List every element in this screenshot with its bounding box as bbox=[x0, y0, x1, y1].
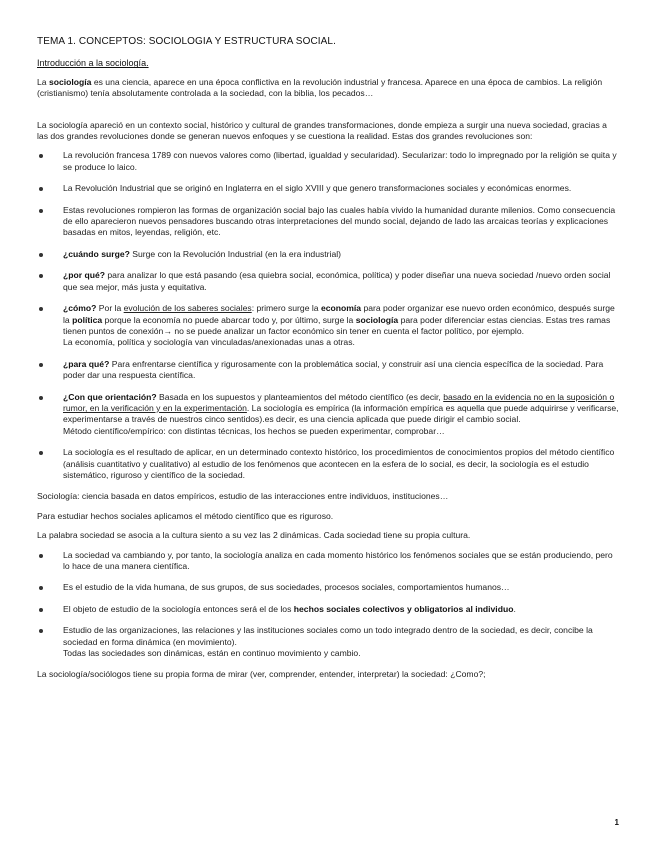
list-item: ¿para qué? Para enfrentarse científica y rigurosamente con la problemática social, y construir así una ciencia específica de la sociedad. Para poder dar una respuesta científica. bbox=[37, 359, 619, 382]
bullet-icon bbox=[39, 253, 43, 257]
list-item: La Revolución Industrial que se originó en Inglaterra en el siglo XVIII y que genero transformaciones sociales y económicas enormes. bbox=[37, 183, 619, 194]
bullet-icon bbox=[39, 274, 43, 278]
bullet-icon bbox=[39, 363, 43, 367]
list-item: La sociedad va cambiando y, por tanto, la sociología analiza en cada momento histórico los fenómenos sociales que se están produciendo, pero lo hace de una manera científica. bbox=[37, 550, 619, 573]
bullet-icon bbox=[39, 307, 43, 311]
list-item: ¿Con que orientación? Basada en los supuestos y planteamientos del método científico (es decir, basado en la evidencia no en la suposición o rumor, en la verificación y en la experimentación. La sociología es empírica (la información empírica es aquella que puede adquirirse y verificarse, experimentarse a través de nuestros cinco sentidos).es decir, es una ciencia aplicada que puede dirigir el cambio social. Método científico/empírico: con distintas técnicas, los hechos se pueden experimentar, comprobar… bbox=[37, 392, 619, 438]
bullet-icon bbox=[39, 586, 43, 590]
bullet-icon bbox=[39, 154, 43, 158]
document-title: TEMA 1. CONCEPTOS: SOCIOLOGIA Y ESTRUCTURA SOCIAL. bbox=[37, 36, 336, 47]
bullet-icon bbox=[39, 451, 43, 455]
bullet-icon bbox=[39, 209, 43, 213]
paragraph-context: La sociología apareció en un contexto social, histórico y cultural de grandes transformaciones, donde empieza a surgir una nueva sociedad, gracias a las dos grandes revoluciones donde se generan nuevos enfoques y se cuestiona la realidad. Estas dos grandes revoluciones son: bbox=[37, 119, 607, 142]
paragraph-society: La palabra sociedad se asocia a la cultura siento a su vez las 2 dinámicas. Cada sociedad tiene su propia cultura. bbox=[37, 530, 471, 541]
page-number: 1 bbox=[614, 817, 619, 827]
bullet-icon bbox=[39, 187, 43, 191]
paragraph-definition: Sociología: ciencia basada en datos empíricos, estudio de las interacciones entre individuos, instituciones… bbox=[37, 491, 449, 502]
list-item: ¿cuándo surge? Surge con la Revolución Industrial (en la era industrial) bbox=[37, 249, 619, 260]
list-item: ¿cómo? Por la evolución de los saberes sociales: primero surge la economía para poder organizar ese nuevo orden económico, después surge la política porque la economía no puede abarcar todo y, por último, surge la sociología para poder diferenciar estas ciencias. Estas tres ramas tienen puntos de conexión→ no se puede analizar un factor económico sin tener en cuenta el factor político, por ejemplo. La economía, política y sociología van vinculadas/anexionadas unas a otras. bbox=[37, 303, 619, 349]
list-item: Estudio de las organizaciones, las relaciones y las instituciones sociales como un todo integrado dentro de la sociedad, es decir, concibe la sociedad en forma dinámica (en movimiento). Todas las sociedades son dinámicas, están en continuo movimiento y cambio. bbox=[37, 625, 619, 659]
list-item: Es el estudio de la vida humana, de sus grupos, de sus sociedades, procesos sociales, comportamientos humanos… bbox=[37, 582, 619, 593]
paragraph-closing: La sociología/sociólogos tiene su propia forma de mirar (ver, comprender, entender, interpretar) la sociedad: ¿Como?; bbox=[37, 669, 486, 680]
paragraph-method: Para estudiar hechos sociales aplicamos el método científico que es riguroso. bbox=[37, 510, 334, 521]
list-item: La sociología es el resultado de aplicar, en un determinado contexto histórico, los procedimientos de conocimientos propios del método científico (análisis cuantitativo y cualitativo) al estudio de los fenómenos que acontecen en la esfera de lo social, es decir, la sociología es el estudio sistemático, riguroso y científico de la sociedad. bbox=[37, 447, 619, 481]
list-item: ¿por qué? para analizar lo que está pasando (esa quiebra social, económica, política) y poder diseñar una nueva sociedad /nuevo orden social que sea mejor, más justa y equitativa. bbox=[37, 270, 619, 293]
bullet-icon bbox=[39, 608, 43, 612]
list-item: Estas revoluciones rompieron las formas de organización social bajo las cuales había vivido la humanidad durante milenios. Como consecuencia de ello aparecieron nuevos pensadores buscando otras interpretaciones del mundo social, dejando de lado las arcaicas teorías y explicaciones basadas en mitos, leyendas, religión, etc. bbox=[37, 205, 619, 239]
document-page bbox=[37, 36, 619, 689]
section-heading: Introducción a la sociología. bbox=[37, 58, 149, 69]
bullet-icon bbox=[39, 554, 43, 558]
bullet-icon bbox=[39, 396, 43, 400]
paragraph-intro: La sociología es una ciencia, aparece en una época conflictiva en la revolución industrial y francesa. Aparece en una época de cambios. La religión (cristianismo) tenía absolutamente controlada a la sociedad, con la biblia, los pecados… bbox=[37, 76, 603, 99]
bullet-list-revolutions bbox=[37, 150, 619, 481]
bullet-list-society bbox=[37, 550, 619, 660]
bullet-icon bbox=[39, 629, 43, 633]
list-item: El objeto de estudio de la sociología entonces será el de los hechos sociales colectivos y obligatorios al individuo. bbox=[37, 604, 619, 615]
list-item: La revolución francesa 1789 con nuevos valores como (libertad, igualdad y secularidad). Secularizar: todo lo impregnado por la religión se quita y se produce lo laico. bbox=[37, 150, 619, 173]
